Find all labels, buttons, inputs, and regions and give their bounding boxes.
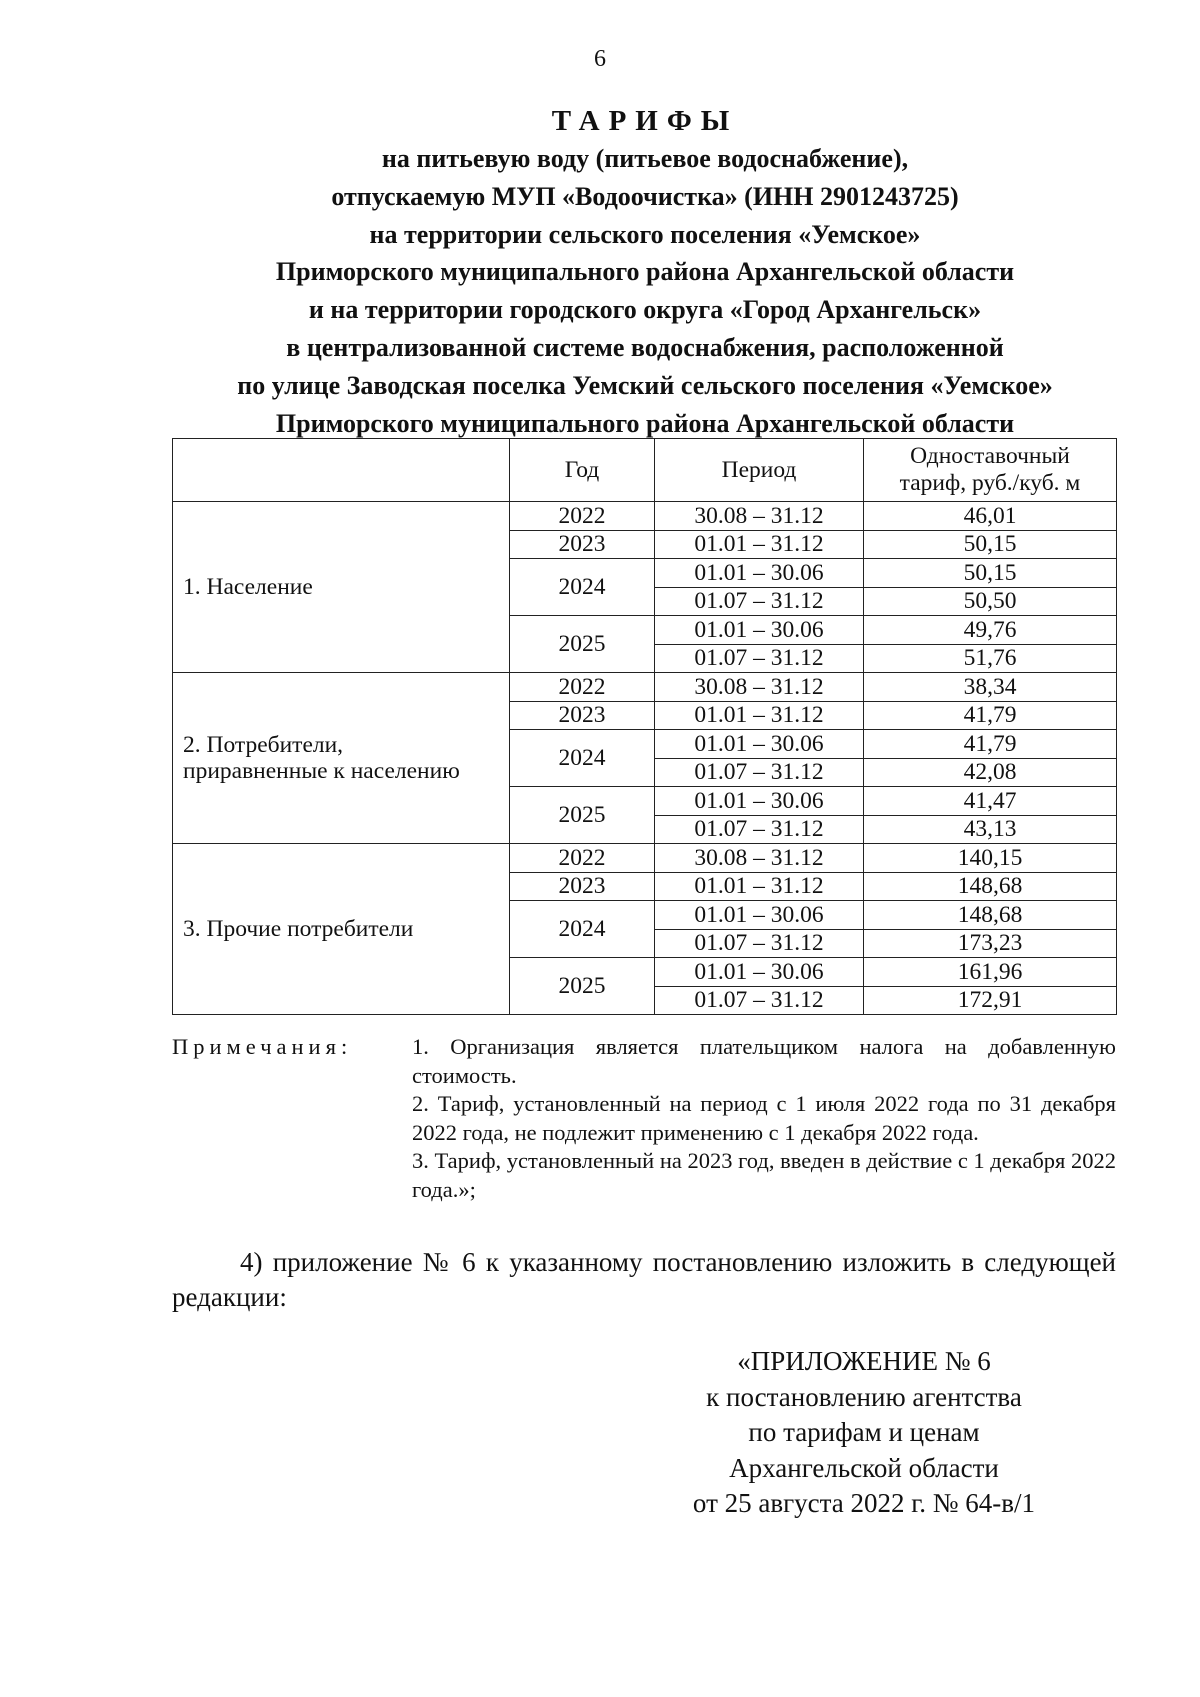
tariff-cell: 38,34 — [864, 673, 1117, 702]
tariff-cell: 50,15 — [864, 559, 1117, 588]
period-cell: 01.01 – 30.06 — [655, 787, 864, 816]
header-group — [173, 439, 510, 502]
tariff-cell: 42,08 — [864, 758, 1117, 787]
period-cell: 01.01 – 30.06 — [655, 901, 864, 930]
appendix-line: от 25 августа 2022 г. № 64-в/1 — [692, 1488, 1036, 1518]
tariff-table — [172, 438, 1117, 1015]
title-line: и на территории городского округа «Город Архангельск» — [308, 295, 982, 325]
page-number: 6 — [594, 46, 606, 72]
header-year: Год — [510, 439, 655, 502]
group-name-continued: приравненные к населению — [183, 758, 460, 784]
appendix-line: к постановлению агентства — [706, 1381, 1022, 1412]
tariff-cell: 49,76 — [864, 616, 1117, 645]
period-cell: 01.07 – 31.12 — [655, 587, 864, 616]
appendix-header — [654, 1344, 1074, 1522]
appendix-line: «ПРИЛОЖЕНИЕ № 6 — [737, 1346, 991, 1376]
title-line: Приморского муниципального района Архангельской области — [275, 257, 1015, 287]
group-name: 1. Население — [183, 574, 313, 600]
table-row — [173, 844, 1117, 873]
title-line: отпускаемую МУП «Водоочистка» (ИНН 2901243725) — [331, 181, 959, 211]
year-cell: 2024 — [510, 559, 655, 616]
year-cell: 2023 — [510, 872, 655, 901]
note-item: 2. Тариф, установленный на период с 1 июля 2022 года по 31 декабря 2022 года, не подлежит применению с 1 декабря 2022 года. — [412, 1091, 1116, 1145]
tariff-cell: 173,23 — [864, 929, 1117, 958]
group-name-cell — [173, 844, 510, 1015]
period-cell: 30.08 – 31.12 — [655, 502, 864, 531]
period-cell: 01.07 – 31.12 — [655, 644, 864, 673]
tariff-cell: 51,76 — [864, 644, 1117, 673]
table-row — [173, 673, 1117, 702]
title-main: ТАРИФЫ — [551, 105, 739, 137]
year-cell: 2022 — [510, 673, 655, 702]
tariff-cell: 50,15 — [864, 530, 1117, 559]
note-item: 3. Тариф, установленный на 2023 год, введен в действие с 1 декабря 2022 года.»; — [412, 1148, 1116, 1202]
title-line: на территории сельского поселения «Уемское» — [369, 219, 921, 249]
period-cell: 01.07 – 31.12 — [655, 929, 864, 958]
group-name-cell — [173, 502, 510, 673]
notes-label: Примечания: — [172, 1034, 353, 1059]
title-line: Приморского муниципального района Архангельской области — [275, 408, 1015, 438]
tariff-cell: 41,79 — [864, 701, 1117, 730]
year-cell: 2024 — [510, 730, 655, 787]
period-cell: 01.07 – 31.12 — [655, 815, 864, 844]
amendment-text: 4) приложение № 6 к указанному постановлению изложить в следующей редакции: — [172, 1247, 1116, 1312]
note-item: 1. Организация является плательщиком налога на добавленную стоимость. — [412, 1034, 1116, 1088]
year-cell: 2023 — [510, 530, 655, 559]
period-cell: 01.01 – 31.12 — [655, 872, 864, 901]
period-cell: 01.01 – 30.06 — [655, 616, 864, 645]
title-line: в централизованной системе водоснабжения, расположенной — [286, 332, 1004, 362]
period-cell: 30.08 – 31.12 — [655, 844, 864, 873]
year-cell: 2023 — [510, 701, 655, 730]
title-line: на питьевую воду (питьевое водоснабжение), — [381, 144, 909, 173]
year-cell: 2025 — [510, 958, 655, 1015]
notes-list — [412, 1033, 1116, 1204]
group-name: 3. Прочие потребители — [183, 916, 414, 942]
table-header-row — [173, 439, 1117, 502]
header-tariff-line1: Одноставочный — [910, 443, 1070, 469]
period-cell: 01.01 – 31.12 — [655, 530, 864, 559]
tariff-cell: 46,01 — [864, 502, 1117, 531]
table-body — [173, 502, 1117, 1015]
period-cell: 01.01 – 30.06 — [655, 559, 864, 588]
appendix-line: Архангельской области — [729, 1452, 999, 1483]
header-period: Период — [655, 439, 864, 502]
period-cell: 01.01 – 30.06 — [655, 730, 864, 759]
amendment-paragraph — [172, 1245, 1116, 1315]
appendix-line: по тарифам и ценам — [748, 1417, 980, 1447]
period-cell: 01.07 – 31.12 — [655, 986, 864, 1015]
year-cell: 2024 — [510, 901, 655, 958]
year-cell: 2022 — [510, 844, 655, 873]
tariff-cell: 148,68 — [864, 872, 1117, 901]
header-tariff — [864, 439, 1117, 502]
tariff-cell: 41,79 — [864, 730, 1117, 759]
header-tariff-line2: тариф, руб./куб. м — [899, 470, 1081, 496]
document-title — [0, 102, 1200, 442]
group-name: 2. Потребители, — [183, 732, 344, 758]
title-line: по улице Заводская поселка Уемский сельского поселения «Уемское» — [237, 370, 1053, 400]
year-cell: 2025 — [510, 616, 655, 673]
tariff-cell: 41,47 — [864, 787, 1117, 816]
tariff-cell: 161,96 — [864, 958, 1117, 987]
table-row — [173, 502, 1117, 531]
tariff-cell: 43,13 — [864, 815, 1117, 844]
year-cell: 2025 — [510, 787, 655, 844]
period-cell: 01.01 – 30.06 — [655, 958, 864, 987]
group-name-cell — [173, 673, 510, 844]
tariff-cell: 50,50 — [864, 587, 1117, 616]
period-cell: 30.08 – 31.12 — [655, 673, 864, 702]
year-cell: 2022 — [510, 502, 655, 531]
period-cell: 01.01 – 31.12 — [655, 701, 864, 730]
tariff-cell: 148,68 — [864, 901, 1117, 930]
tariff-cell: 172,91 — [864, 986, 1117, 1015]
period-cell: 01.07 – 31.12 — [655, 758, 864, 787]
tariff-cell: 140,15 — [864, 844, 1117, 873]
